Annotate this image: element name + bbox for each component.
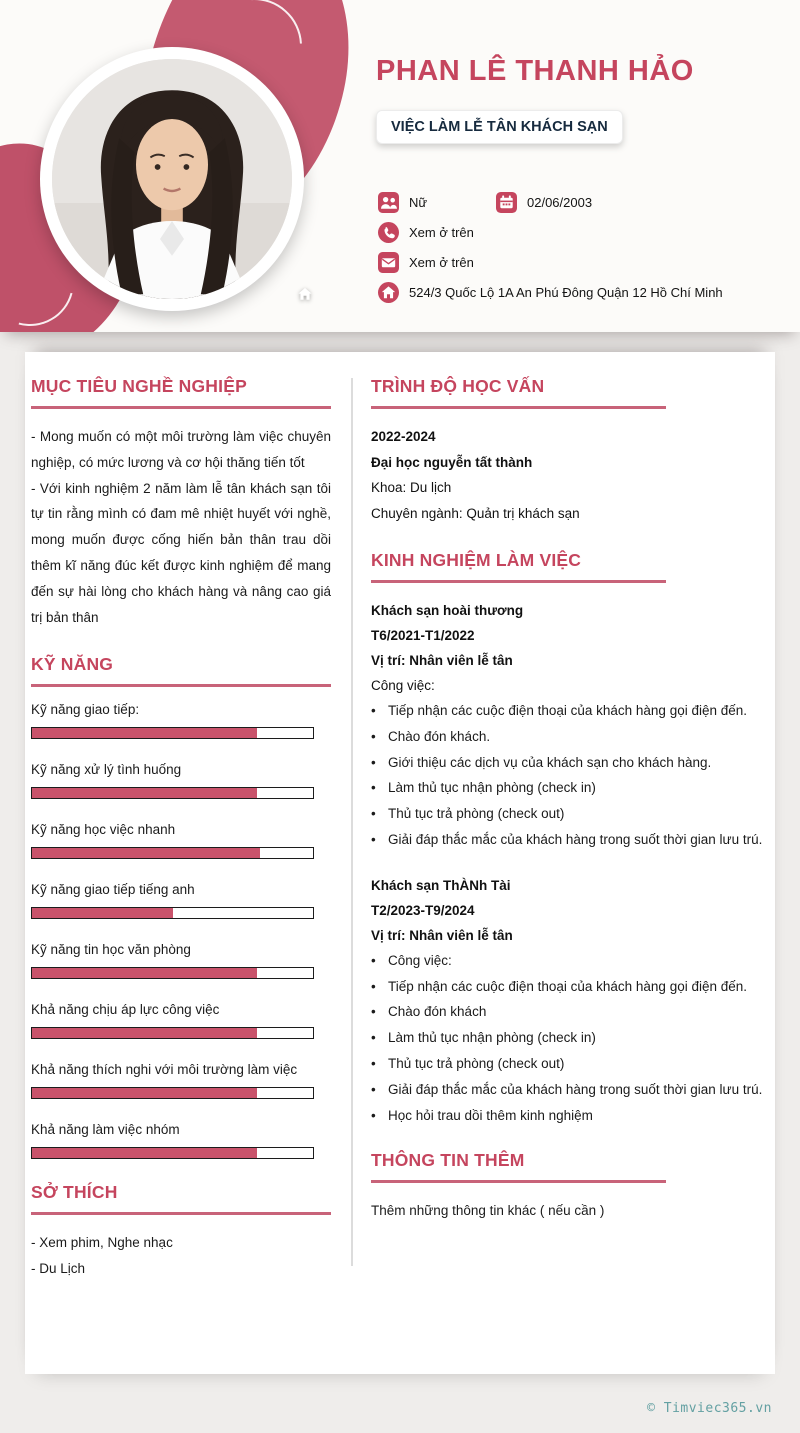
profile-photo	[52, 59, 292, 299]
task-text: Giới thiệu các dịch vụ của khách sạn cho khách hàng.	[388, 754, 712, 770]
task-text: Chào đón khách.	[388, 728, 491, 744]
right-column	[371, 376, 771, 1224]
task-item	[371, 1051, 771, 1077]
objective-text	[31, 424, 331, 630]
job-entry	[371, 873, 771, 1129]
job-position: Vị trí: Nhân viên lễ tân	[371, 653, 513, 668]
job-tasks-label: • Công việc:	[371, 948, 771, 974]
bullet-dot: •	[371, 1004, 376, 1020]
profile-photo-ring	[40, 47, 304, 311]
bullet-dot: •	[371, 978, 376, 994]
task-text: Tiếp nhận các cuộc điện thoại của khách hàng gọi điện đến.	[388, 703, 748, 718]
skill-bar	[31, 1027, 314, 1039]
skill-item	[31, 1002, 331, 1039]
skill-fill	[32, 1148, 257, 1158]
contact-row	[378, 190, 778, 214]
skill-label: Kỹ năng tin học văn phòng	[31, 942, 191, 958]
task-text: Thủ tục trả phòng (check out)	[388, 806, 565, 822]
task-item	[371, 724, 771, 750]
skill-fill	[32, 728, 257, 738]
skill-label: Kỹ năng giao tiếp tiếng anh	[31, 882, 195, 898]
contact-row	[378, 280, 778, 304]
task-item	[371, 1077, 771, 1103]
task-item	[371, 698, 771, 724]
column-divider	[351, 378, 353, 1266]
phone-value: Xem ở trên	[409, 224, 474, 240]
section-underline	[371, 406, 666, 409]
skill-item	[31, 1122, 331, 1159]
left-column	[31, 376, 331, 1282]
task-text: Tiếp nhận các cuộc điện thoại của khách hàng gọi điện đến.	[388, 978, 748, 994]
task-item	[371, 1025, 771, 1051]
bullet-dot: •	[371, 1081, 376, 1097]
skill-label: Khả năng làm việc nhóm	[31, 1122, 180, 1138]
task-item	[371, 750, 771, 776]
skill-fill	[32, 968, 257, 978]
section-title-more-info: THÔNG TIN THÊM	[371, 1150, 525, 1171]
skill-label: Kỹ năng học việc nhanh	[31, 822, 176, 838]
bullet-dot: •	[371, 728, 376, 744]
candidate-name: PHAN LÊ THANH HẢO	[376, 55, 694, 87]
contact-row	[378, 250, 778, 274]
address-value: 524/3 Quốc Lộ 1A An Phú Đông Quận 12 Hồ Chí Minh	[409, 284, 723, 300]
contact-address	[378, 282, 723, 303]
hobby-item: - Xem phim, Nghe nhạc	[31, 1235, 173, 1251]
task-text: Thủ tục trả phòng (check out)	[388, 1055, 565, 1071]
contact-email	[378, 252, 474, 273]
job-tasks-label: Công việc:	[371, 678, 435, 693]
task-item	[371, 999, 771, 1025]
header	[0, 0, 800, 332]
task-item	[371, 1103, 771, 1129]
bullet-dot: •	[371, 1107, 376, 1123]
bullet-dot: •	[371, 780, 376, 796]
portrait-illustration	[52, 59, 292, 299]
site-watermark: © Timviec365.vn	[647, 1401, 772, 1416]
job-position: Vị trí: Nhân viên lễ tân	[371, 927, 513, 943]
section-title-hobbies: SỞ THÍCH	[31, 1182, 118, 1203]
task-text: Làm thủ tục nhận phòng (check in)	[388, 1030, 596, 1046]
skill-label: Khả năng chịu áp lực công việc	[31, 1002, 220, 1018]
bullet-dot: •	[371, 1030, 376, 1046]
skill-fill	[32, 1088, 257, 1098]
home-icon	[378, 282, 399, 303]
skill-fill	[32, 1028, 257, 1038]
bullet-dot: •	[371, 952, 376, 968]
email-value: Xem ở trên	[409, 254, 474, 270]
task-text: Giải đáp thắc mắc của khách hàng trong suốt thời gian lưu trú.	[388, 1081, 763, 1097]
task-item	[371, 801, 771, 827]
more-info-text: Thêm những thông tin khác ( nếu cần )	[371, 1203, 605, 1219]
job-title-badge: VIỆC LÀM LỄ TÂN KHÁCH SẠN	[376, 110, 623, 144]
contact-phone	[378, 222, 474, 243]
skill-label: Kỹ năng xử lý tình huống	[31, 762, 182, 778]
task-text: Làm thủ tục nhận phòng (check in)	[388, 780, 596, 796]
contact-row	[378, 220, 778, 244]
skill-bar	[31, 787, 314, 799]
bullet-dot: •	[371, 1055, 376, 1071]
bullet-dot: •	[371, 754, 376, 770]
bullet-dot: •	[371, 703, 376, 718]
skill-item	[31, 882, 331, 919]
task-text: Chào đón khách	[388, 1004, 487, 1020]
section-underline	[31, 406, 331, 409]
gender-icon	[378, 192, 399, 213]
contact-info	[378, 190, 778, 310]
job-tasks	[371, 698, 771, 853]
calendar-icon	[496, 192, 517, 213]
education-period: 2022-2024	[371, 429, 436, 444]
job-tasks	[371, 974, 771, 1129]
objective-line: - Với kinh nghiệm 2 năm làm lễ tân khách sạn tôi tự tin rằng mình có đam mê nhiệt huyết với nghề, mong muốn được cống hiến bản thân trau dồi thêm kĩ năng đúc kết được kinh nghiệm để mang đến sự hài lòng cho khách hàng và nâng cao giá trị bản thân	[31, 480, 331, 625]
skill-item	[31, 822, 331, 859]
education-major: Chuyên ngành: Quản trị khách sạn	[371, 505, 580, 521]
task-item	[371, 827, 771, 853]
job-period: T2/2023-T9/2024	[371, 902, 475, 918]
skill-bar	[31, 967, 314, 979]
skill-bar	[31, 847, 314, 859]
skill-item	[31, 942, 331, 979]
section-title-experience: KINH NGHIỆM LÀM VIỆC	[371, 550, 582, 570]
section-title-education: TRÌNH ĐỘ HỌC VẤN	[371, 376, 545, 396]
skill-label: Kỹ năng giao tiếp:	[31, 702, 140, 718]
gender-value: Nữ	[409, 194, 428, 210]
task-text: Học hỏi trau dồi thêm kinh nghiệm	[388, 1107, 593, 1123]
skill-item	[31, 762, 331, 799]
contact-birthday	[496, 192, 592, 213]
skill-fill	[32, 848, 260, 858]
job-entry	[371, 598, 771, 853]
job-company: Khách sạn ThÀNh Tài	[371, 877, 511, 893]
contact-gender	[378, 192, 496, 213]
job-period: T6/2021-T1/2022	[371, 628, 475, 643]
skill-label: Khả năng thích nghi với môi trường làm việc	[31, 1062, 298, 1078]
task-item	[371, 775, 771, 801]
skill-bar	[31, 1147, 314, 1159]
skill-fill	[32, 788, 257, 798]
hobby-item: - Du Lịch	[31, 1261, 86, 1277]
section-title-skills: KỸ NĂNG	[31, 654, 114, 675]
task-text: Giải đáp thắc mắc của khách hàng trong suốt thời gian lưu trú.	[388, 831, 763, 847]
skill-item	[31, 1062, 331, 1099]
job-company: Khách sạn hoài thương	[371, 603, 524, 618]
task-item	[371, 974, 771, 1000]
cv-body	[25, 352, 775, 1374]
email-icon	[378, 252, 399, 273]
education-faculty: Khoa: Du lịch	[371, 480, 452, 495]
skills-list	[31, 702, 331, 1159]
skill-bar	[31, 907, 314, 919]
skill-item	[31, 702, 331, 739]
section-underline	[31, 684, 331, 687]
bullet-dot: •	[371, 806, 376, 822]
section-title-objective: MỤC TIÊU NGHỀ NGHIỆP	[31, 376, 247, 396]
skill-fill	[32, 908, 173, 918]
decor-home-icon	[296, 285, 314, 303]
section-underline	[371, 580, 666, 583]
skill-bar	[31, 1087, 314, 1099]
section-underline	[31, 1212, 331, 1215]
birthday-value: 02/06/2003	[527, 194, 593, 210]
skill-bar	[31, 727, 314, 739]
section-underline	[371, 1180, 666, 1183]
hobbies-list	[31, 1230, 331, 1282]
education-school: Đại học nguyễn tất thành	[371, 454, 533, 470]
bullet-dot: •	[371, 831, 376, 847]
objective-line: - Mong muốn có một môi trường làm việc chuyên nghiệp, có mức lương và cơ hội thăng tiến tốt	[31, 429, 331, 470]
phone-icon	[378, 222, 399, 243]
